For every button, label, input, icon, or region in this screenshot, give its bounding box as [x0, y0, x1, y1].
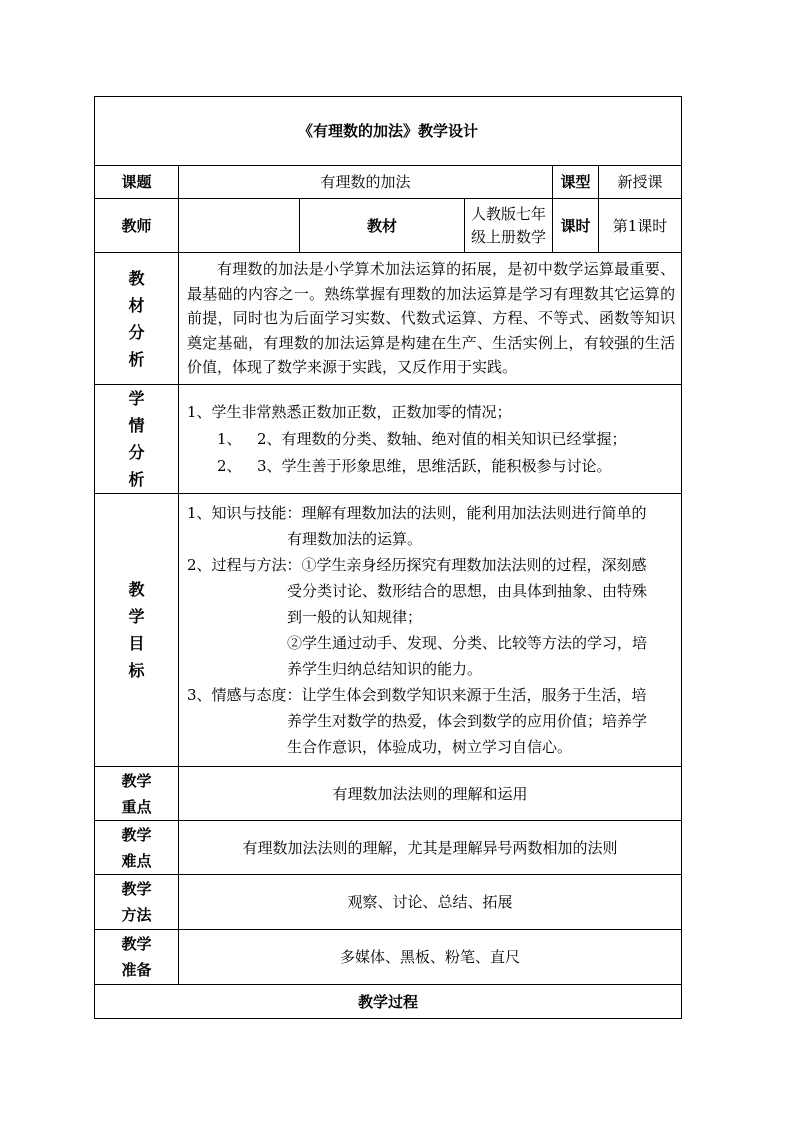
- topic-value: 有理数的加法: [179, 166, 553, 199]
- goal-1-tail: 有理数加法的运算。: [287, 530, 423, 548]
- analysis-label: 教材分析: [128, 268, 145, 369]
- goal-2-line-5: 养学生归纳总结知识的能力。: [287, 660, 483, 678]
- goal-3-line-3: 生合作意识，体验成功，树立学习自信心。: [287, 738, 573, 756]
- teacher-label: 教师: [95, 199, 179, 253]
- preparation-value: 多媒体、黑板、粉笔、直尺: [179, 930, 682, 985]
- process-label: 教学过程: [95, 985, 682, 1019]
- textbook-value: 人教版七年级上册数学: [465, 199, 553, 253]
- situation-row: [95, 385, 682, 494]
- situation-label: 学情分析: [128, 389, 145, 489]
- goal-3-head: 3、情感与态度：让学生体会到数学知识来源于生活，服务于生活，培: [187, 686, 647, 704]
- goal-2-head: 2、过程与方法：①学生亲身经历探究有理数加法法则的过程，深刻感: [187, 556, 647, 574]
- method-label-1: 教学: [121, 880, 152, 898]
- preparation-label-2: 准备: [121, 961, 152, 979]
- textbook-label: 教材: [300, 199, 465, 253]
- analysis-text: 有理数的加法是小学算术加法运算的拓展，是初中数学运算最重要、最基础的内容之一。熟练掌握有理数的加法运算是学习有理数其它运算的前提，同时也为后面学习实数、代数式运算、方程、不等式、函数等知识奠定基础，有理数的加法运算是构建在生产、生活实例上，有较强的生活价值，体现了数学来源于实践，又反作用于实践。: [187, 260, 676, 377]
- key-point-row: [95, 767, 682, 821]
- goal-2-line-2: 受分类讨论、数形结合的思想，由具体到抽象、由特殊: [287, 582, 648, 600]
- method-value: 观察、讨论、总结、拓展: [179, 875, 682, 930]
- goal-2-line-4: ②学生通过动手、发现、分类、比较等方法的学习，培: [287, 634, 648, 652]
- situation-item-1: 1、学生非常熟悉正数加正数，正数加零的情况；: [187, 402, 512, 421]
- teacher-row: [95, 199, 682, 253]
- topic-label: 课题: [95, 166, 179, 199]
- preparation-label-1: 教学: [121, 935, 152, 953]
- topic-row: [95, 166, 682, 199]
- situation-item-3: 3、学生善于形象思维，思维活跃，能积极参与讨论。: [257, 456, 612, 475]
- analysis-row: [95, 253, 682, 385]
- lesson-plan-table: [94, 96, 682, 1019]
- goals-row: [95, 494, 682, 767]
- difficulty-label-2: 难点: [121, 851, 152, 870]
- situation-item-2: 2、有理数的分类、数轴、绝对值的相关知识已经掌握；: [257, 429, 627, 448]
- difficulty-label-1: 教学: [121, 825, 152, 844]
- preparation-row: [95, 930, 682, 985]
- title-row: [95, 97, 682, 166]
- lesson-type-label: 课型: [553, 166, 599, 199]
- difficulty-row: [95, 821, 682, 875]
- lesson-type-value: 新授课: [599, 166, 682, 199]
- teacher-value: [179, 199, 300, 253]
- key-point-label-1: 教学: [121, 771, 152, 790]
- goal-3-line-2: 养学生对数学的热爱，体会到数学的应用价值；培养学: [287, 712, 648, 730]
- period-value: 第1课时: [599, 199, 682, 253]
- situation-marker-1: 1、: [217, 429, 242, 448]
- period-label: 课时: [553, 199, 599, 253]
- process-row: [95, 985, 682, 1019]
- situation-marker-2: 2、: [217, 456, 242, 475]
- goals-label: 教学目标: [128, 580, 145, 680]
- key-point-value: 有理数加法法则的理解和运用: [179, 767, 682, 821]
- difficulty-value: 有理数加法法则的理解，尤其是理解异号两数相加的法则: [179, 821, 682, 875]
- key-point-label-2: 重点: [121, 797, 152, 816]
- method-label-2: 方法: [121, 906, 152, 924]
- goal-1-head: 1、知识与技能：理解有理数加法的法则，能利用加法法则进行简单的: [187, 504, 647, 522]
- goal-2-line-3: 到一般的认知规律；: [287, 608, 423, 626]
- method-row: [95, 875, 682, 930]
- document-title: 《有理数的加法》教学设计: [95, 97, 682, 166]
